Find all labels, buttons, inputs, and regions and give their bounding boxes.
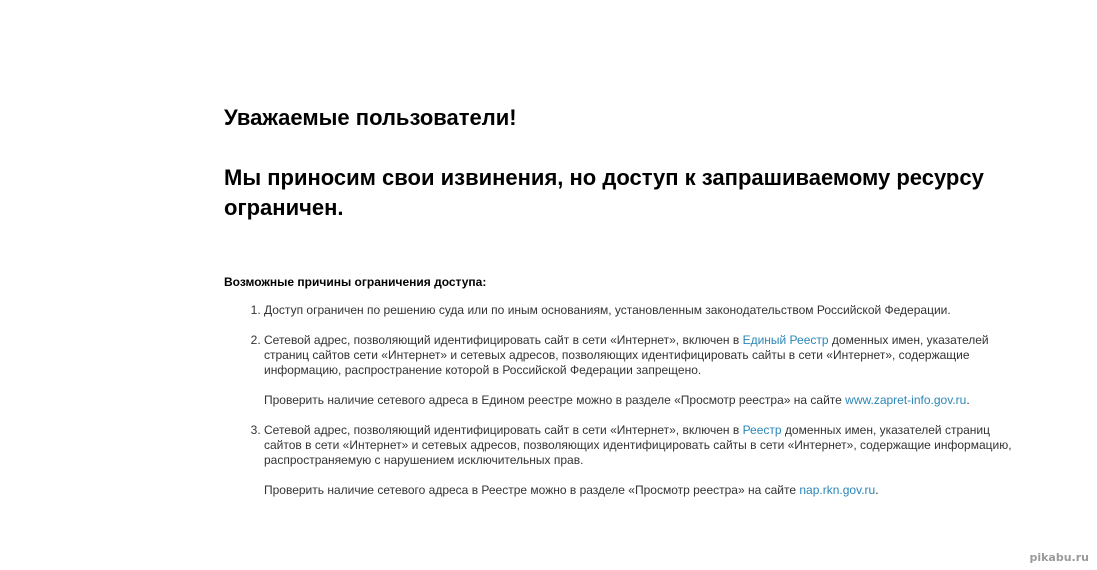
watermark: pikabu.ru bbox=[1029, 551, 1089, 564]
nap-rkn-link[interactable]: nap.rkn.gov.ru bbox=[799, 483, 876, 497]
reason-2-check bbox=[264, 393, 1014, 408]
reason-1-text: 1. Доступ ограничен по решению суда или по иным основаниям, установленным законодательством Российской Федерации. bbox=[264, 303, 951, 317]
apology-heading: Мы приносим свои извинения, но доступ к запрашиваемому ресурсу ограничен. bbox=[224, 165, 984, 220]
reason-item-3 bbox=[264, 423, 1014, 498]
reason-2-text-after: доменных имен, указателей страниц сайтов сети «Интернет» и сетевых адресов, позволяющих идентифицировать сайты в сети «Интернет», содержащие информацию, распространение которой в Российской Федерации запрещено. bbox=[264, 333, 989, 377]
reason-2-text bbox=[264, 333, 1014, 378]
reason-3-check-after: . bbox=[875, 483, 879, 497]
unified-registry-link[interactable]: Единый Реестр bbox=[742, 333, 829, 347]
reason-2-check-after: . bbox=[966, 393, 970, 407]
reason-3-text bbox=[264, 423, 1014, 468]
reason-3-check-before: Проверить наличие сетевого адреса в Реестре можно в разделе «Просмотр реестра» на сайте bbox=[264, 483, 800, 497]
block-page-content bbox=[224, 103, 1014, 513]
zapret-info-link[interactable]: www.zapret-info.gov.ru bbox=[845, 393, 967, 407]
reasons-list bbox=[224, 303, 1014, 498]
reason-item-2 bbox=[264, 333, 1014, 408]
reason-3-check bbox=[264, 483, 1014, 498]
reason-2-check-before: Проверить наличие сетевого адреса в Едином реестре можно в разделе «Просмотр реестра» на сайте bbox=[264, 393, 846, 407]
reasons-title: Возможные причины ограничения доступа: bbox=[224, 275, 487, 289]
reason-3-text-before: Сетевой адрес, позволяющий идентифицировать сайт в сети «Интернет», включен в bbox=[264, 423, 743, 437]
greeting-heading: Уважаемые пользователи! bbox=[224, 105, 517, 130]
reason-item-1 bbox=[264, 303, 1014, 318]
registry-link[interactable]: Реестр bbox=[742, 423, 782, 437]
reason-2-text-before: Сетевой адрес, позволяющий идентифицировать сайт в сети «Интернет», включен в bbox=[264, 333, 743, 347]
reason-3-text-after: доменных имен, указателей страниц сайтов в сети «Интернет» и сетевых адресов, позволяющих идентифицировать сайты в сети «Интернет», содержащие информацию, распространяемую с нарушением исключительных прав. bbox=[264, 423, 1012, 467]
